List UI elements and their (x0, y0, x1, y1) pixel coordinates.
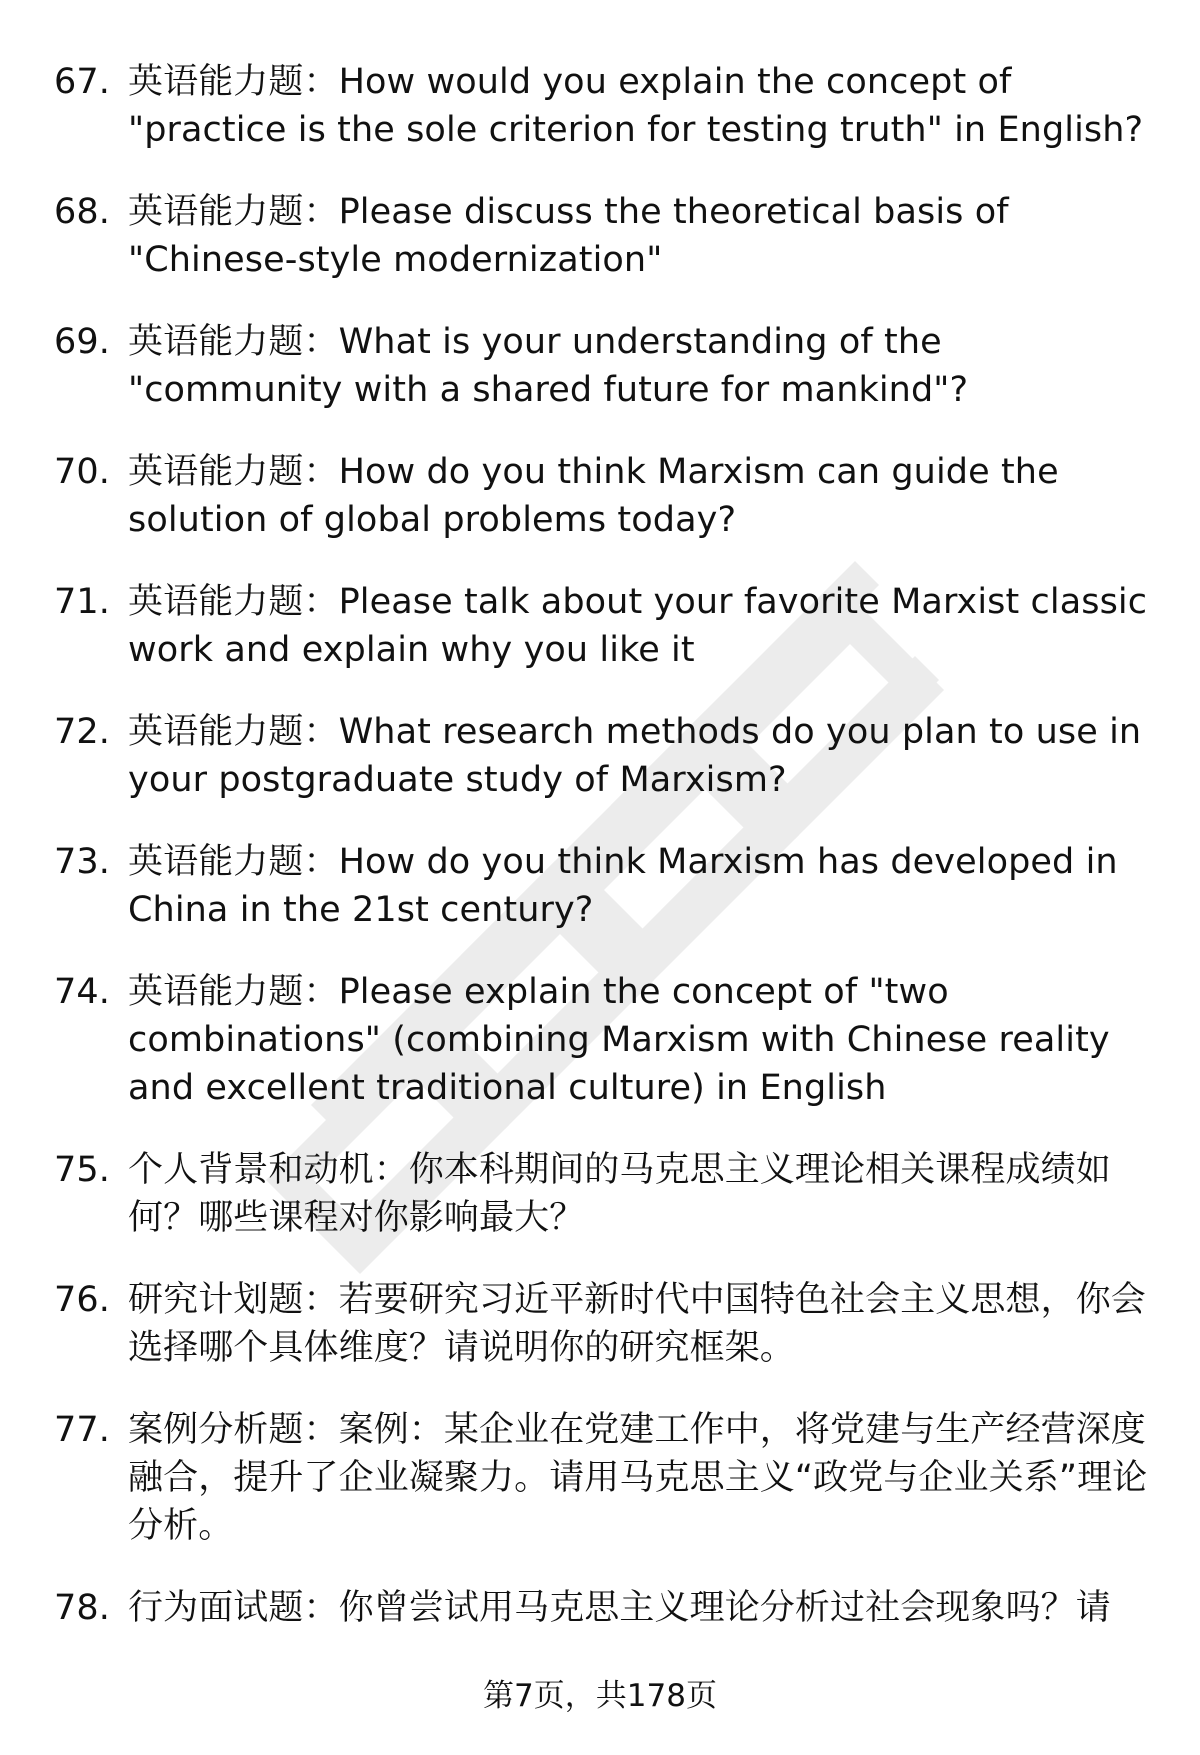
question-item (54, 838, 1164, 934)
question-text: 英语能力题：What is your understanding of the "community with a shared future for mankind"? (128, 322, 969, 410)
question-number: 75. (54, 1150, 110, 1190)
question-item (54, 1276, 1164, 1372)
question-text: 英语能力题：How do you think Marxism has developed in China in the 21st century? (128, 842, 1118, 930)
question-item (54, 1146, 1164, 1242)
page-footer: 第7页，共178页 (483, 1678, 717, 1714)
question-item (54, 578, 1164, 674)
question-text: 英语能力题：Please discuss the theoretical basis of "Chinese-style modernization" (128, 192, 1009, 280)
question-number: 70. (54, 452, 110, 492)
question-number: 69. (54, 322, 110, 362)
question-text: 行为面试题：你曾尝试用马克思主义理论分析过社会现象吗？请 (128, 1588, 1111, 1628)
question-number: 73. (54, 842, 110, 882)
question-text: 个人背景和动机：你本科期间的马克思主义理论相关课程成绩如何？哪些课程对你影响最大？ (128, 1150, 1111, 1238)
question-number: 68. (54, 192, 110, 232)
question-item (54, 188, 1164, 284)
question-text: 案例分析题：案例：某企业在党建工作中，将党建与生产经营深度融合，提升了企业凝聚力。请用马克思主义“政党与企业关系”理论分析。 (128, 1410, 1148, 1546)
question-number: 76. (54, 1280, 110, 1320)
question-item (54, 1406, 1164, 1550)
question-text: 英语能力题：How would you explain the concept of "practice is the sole criterion for testing truth" in English? (128, 62, 1144, 150)
question-item (54, 1584, 1164, 1632)
question-number: 78. (54, 1588, 110, 1628)
question-item (54, 318, 1164, 414)
question-number: 72. (54, 712, 110, 752)
question-text: 研究计划题：若要研究习近平新时代中国特色社会主义思想，你会选择哪个具体维度？请说明你的研究框架。 (128, 1280, 1146, 1368)
question-text: 英语能力题：What research methods do you plan to use in your postgraduate study of Marxism? (128, 712, 1142, 800)
question-text: 英语能力题：Please talk about your favorite Marxist classic work and explain why you like it (128, 582, 1148, 670)
question-text: 英语能力题：How do you think Marxism can guide the solution of global problems today? (128, 452, 1059, 540)
question-number: 74. (54, 972, 110, 1012)
question-item (54, 58, 1164, 154)
question-item (54, 448, 1164, 544)
question-list (54, 58, 1164, 1632)
question-number: 71. (54, 582, 110, 622)
question-number: 67. (54, 62, 110, 102)
question-text: 英语能力题：Please explain the concept of "two combinations" (combining Marxism with Chinese reality and excellent traditional culture) in English (128, 972, 1110, 1108)
question-item (54, 708, 1164, 804)
question-number: 77. (54, 1410, 110, 1450)
question-item (54, 968, 1164, 1112)
